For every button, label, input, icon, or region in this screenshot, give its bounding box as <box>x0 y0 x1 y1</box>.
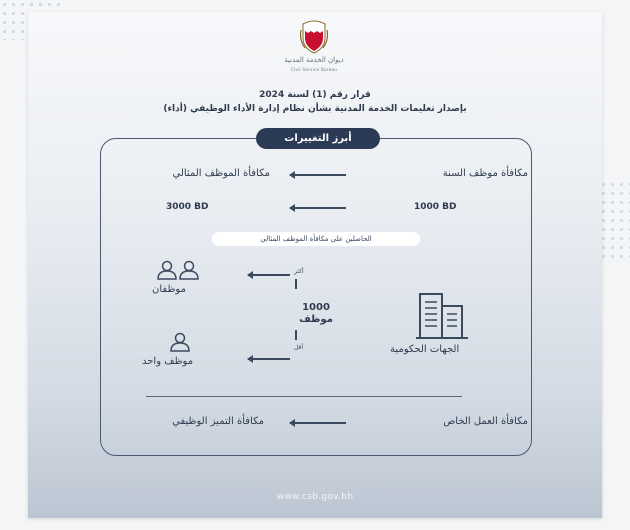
person-icon <box>170 332 190 352</box>
changes-heading: أبرز التغييرات <box>256 128 380 149</box>
logo-arabic: ديوان الخدمة المدنية <box>284 56 344 64</box>
two-employees-label: موظفان <box>152 284 186 295</box>
connector-line <box>295 330 297 340</box>
special-old-label: مكافأة العمل الخاص <box>443 416 528 427</box>
two-people-icon <box>156 260 200 280</box>
divider <box>146 396 462 397</box>
bahrain-crest-icon <box>299 20 329 54</box>
amount-new: 3000 BD <box>166 202 209 212</box>
special-new-label: مكافأة التميز الوظيفي <box>172 416 264 427</box>
award-new-label: مكافأة الموظف المثالي <box>172 168 270 179</box>
one-employee-label: موظف واحد <box>142 356 194 367</box>
left-arrow-icon <box>290 422 346 424</box>
less-label: أقل <box>294 344 304 351</box>
government-buildings-icon <box>414 290 470 340</box>
infographic-poster <box>28 12 602 518</box>
left-arrow-icon <box>290 207 346 209</box>
more-label: أكثر <box>294 268 304 275</box>
threshold-unit: موظف <box>299 314 333 325</box>
left-arrow-icon <box>290 174 346 176</box>
decision-title: قرار رقم (1) لسنة 2024 <box>259 90 371 100</box>
recipients-heading: الحاصلين على مكافأة الموظف المثالي <box>212 232 420 246</box>
left-arrow-icon <box>248 358 290 360</box>
amount-old: 1000 BD <box>414 202 457 212</box>
threshold <box>292 302 340 326</box>
logo-english: Civil Service Bureau <box>290 67 338 72</box>
left-arrow-icon <box>248 274 290 276</box>
website-link[interactable]: www.csb.gov.bh <box>276 492 354 502</box>
logo-text <box>258 56 370 74</box>
decision-subtitle: بإصدار تعليمات الخدمة المدنية بشأن نظام إدارة الأداء الوظيفي (أداء) <box>163 104 467 114</box>
award-old-label: مكافأة موظف السنة <box>442 168 528 179</box>
connector-line <box>295 279 297 289</box>
gov-entities-label: الجهات الحكومية <box>390 344 460 355</box>
threshold-number: 1000 <box>302 302 330 313</box>
